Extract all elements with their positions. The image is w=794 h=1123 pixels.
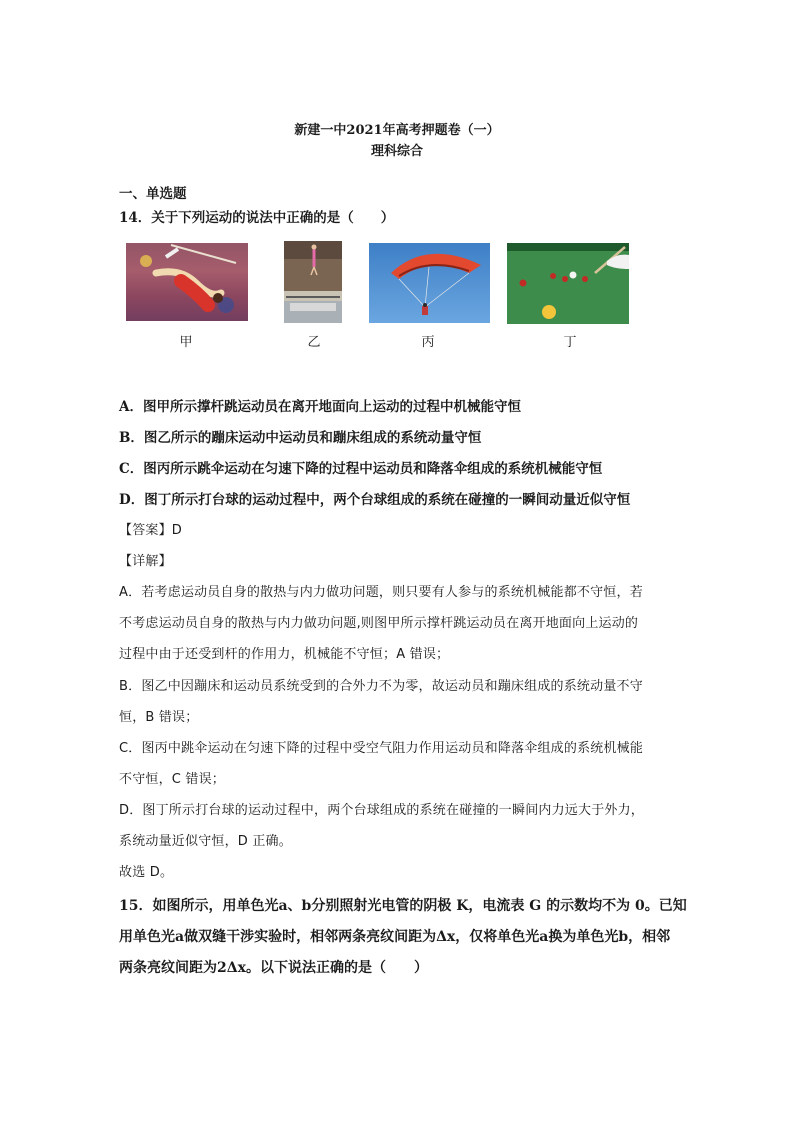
explanation-line: 过程中由于还受到杆的作用力，机械能不守恒；A 错误； bbox=[119, 647, 450, 662]
option-c: C．图丙所示跳伞运动在匀速下降的过程中运动员和降落伞组成的系统机械能守恒 bbox=[119, 461, 603, 477]
image-snooker bbox=[507, 243, 629, 324]
page-subtitle: 理科综合 bbox=[370, 144, 423, 159]
explanation-line: 不考虑运动员自身的散热与内力做功问题,则图甲所示撑杆跳运动员在离开地面向上运动的 bbox=[119, 616, 639, 631]
caption-bing: 丙 bbox=[421, 335, 435, 350]
explanation-line: C．图丙中跳伞运动在匀速下降的过程中受空气阻力作用运动员和降落伞组成的系统机械能 bbox=[119, 741, 644, 756]
question-14-stem: 14．关于下列运动的说法中正确的是（ ） bbox=[119, 210, 395, 226]
answer-label: 【答案】D bbox=[119, 523, 183, 538]
explanation-line: B．图乙中因蹦床和运动员系统受到的合外力不为零，故运动员和蹦床组成的系统动量不守 bbox=[119, 679, 643, 694]
parachute-drawing bbox=[369, 243, 490, 323]
pole-vault-drawing bbox=[126, 243, 248, 321]
image-parachute bbox=[369, 243, 490, 323]
explanation-line: 故选 D。 bbox=[119, 865, 174, 880]
explanation-line: 不守恒，C 错误； bbox=[119, 772, 226, 787]
caption-jia: 甲 bbox=[179, 335, 193, 350]
question-15-line: 用单色光a做双缝干涉实验时，相邻两条亮纹间距为Δx，仅将单色光a换为单色光b，相邻 bbox=[119, 929, 671, 945]
page-title: 新建一中2021年高考押题卷（一） bbox=[294, 123, 500, 138]
trampoline-drawing bbox=[284, 241, 342, 323]
caption-ding: 丁 bbox=[563, 335, 577, 350]
explanation-line: 系统动量近似守恒，D 正确。 bbox=[119, 834, 292, 849]
question-15-line: 15．如图所示，用单色光a、b分别照射光电管的阴极 K，电流表 G 的示数均不为 0。已知 bbox=[119, 898, 687, 914]
option-b: B．图乙所示的蹦床运动中运动员和蹦床组成的系统动量守恒 bbox=[119, 430, 482, 446]
image-trampoline bbox=[284, 241, 342, 323]
option-d: D．图丁所示打台球的运动过程中，两个台球组成的系统在碰撞的一瞬间动量近似守恒 bbox=[119, 492, 631, 508]
detail-label: 【详解】 bbox=[119, 554, 172, 569]
snooker-drawing bbox=[507, 243, 629, 324]
section-heading: 一、单选题 bbox=[119, 186, 187, 202]
explanation-line: D．图丁所示打台球的运动过程中，两个台球组成的系统在碰撞的一瞬间内力远大于外力， bbox=[119, 803, 645, 818]
explanation-line: 恒，B 错误； bbox=[119, 710, 199, 725]
explanation-line: A．若考虑运动员自身的散热与内力做功问题，则只要有人参与的系统机械能都不守恒，若 bbox=[119, 585, 643, 600]
option-a: A．图甲所示撑杆跳运动员在离开地面向上运动的过程中机械能守恒 bbox=[119, 399, 521, 415]
caption-yi: 乙 bbox=[307, 335, 321, 350]
question-15-line: 两条亮纹间距为2Δx。以下说法正确的是（ ） bbox=[119, 960, 428, 976]
image-pole-vault bbox=[126, 243, 248, 321]
